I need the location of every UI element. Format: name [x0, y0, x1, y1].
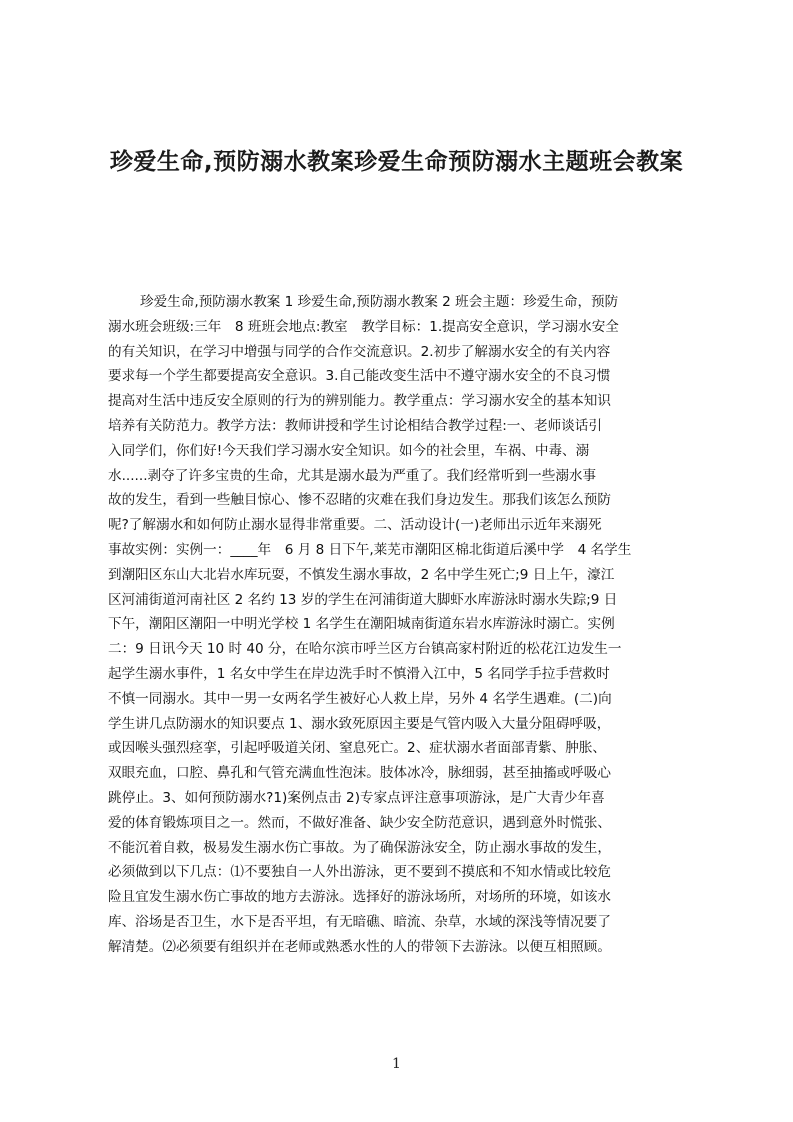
body-line: 事故实例：实例一：____年 6 月 8 日下午,莱芜市潮阳区棉北街道后溪中学 4 名学生: [108, 541, 632, 558]
body-line: 或因喉头强烈痉挛，引起呼吸道关闭、窒息死亡。2、症状溺水者面部青紫、肿胀、: [108, 740, 607, 757]
body-line: 不慎一同溺水。其中一男一女两名学生被好心人救上岸，另外 4 名学生遇难。(二)向: [108, 690, 612, 707]
body-line: 起学生溺水事件，1 名女中学生在岸边洗手时不慎滑入江中，5 名同学手拉手营救时: [108, 665, 610, 682]
body-line: 险且宜发生溺水伤亡事故的地方去游泳。选择好的游泳场所，对场所的环境，如该水: [108, 889, 611, 906]
body-line: 必须做到以下几点：⑴不要独自一人外出游泳，更不要到不摸底和不知水情或比较危: [108, 864, 611, 881]
body-line: 珍爱生命,预防溺水教案 1 珍爱生命,预防溺水教案 2 班会主题：珍爱生命，预防: [140, 294, 619, 310]
body-line: 提高对生活中违反安全原则的行为的辨别能力。教学重点：学习溺水安全的基本知识: [108, 393, 611, 410]
body-line: 跳停止。3、如何预防溺水?1)案例点击 2)专家点评注意事项游泳，是广大青少年喜: [108, 789, 605, 806]
body-line: 下午，潮阳区潮阳一中明光学校 1 名学生在潮阳城南街道东岩水库游泳时溺亡。实例: [108, 616, 615, 633]
document-body: [108, 290, 700, 960]
body-line: 到潮阳区东山大北岩水库玩耍，不慎发生溺水事故，2 名中学生死亡;9 日上午，濠江: [108, 566, 615, 583]
body-line: 要求每一个学生都要提高安全意识。3.自己能改变生活中不遵守溺水安全的不良习惯: [108, 368, 611, 385]
body-line: 呢?了解溺水和如何防止溺水显得非常重要。二、活动设计(一)老师出示近年来溺死: [108, 517, 602, 534]
body-line: 学生讲几点防溺水的知识要点 1、溺水致死原因主要是气管内吸入大量分阻碍呼吸，: [108, 715, 611, 732]
body-line: 入同学们，你们好!今天我们学习溺水安全知识。如今的社会里，车祸、中毒、溺: [108, 442, 590, 459]
body-line: 故的发生，看到一些触目惊心、惨不忍睹的灾难在我们身边发生。那我们该怎么预防: [108, 492, 611, 509]
body-line: 区河浦街道河南社区 2 名约 13 岁的学生在河浦街道大脚虾水库游泳时溺水失踪;9 日: [108, 591, 618, 608]
document-title: 珍爱生命,预防溺水教案珍爱生命预防溺水主题班会教案: [109, 149, 684, 175]
body-line: 不能沉着自救，极易发生溺水伤亡事故。为了确保游泳安全，防止溺水事故的发生，: [108, 839, 611, 856]
body-line: 水......剥夺了许多宝贵的生命，尤其是溺水最为严重了。我们经常听到一些溺水事: [108, 467, 597, 484]
body-line: 的有关知识，在学习中增强与同学的合作交流意识。2.初步了解溺水安全的有关内容: [108, 343, 611, 360]
body-line: 溺水班会班级:三年 8 班班会地点:教室 教学目标：1.提高安全意识，学习溺水安全: [108, 318, 619, 335]
body-line: 培养有关防范力。教学方法：教师讲授和学生讨论相结合教学过程:一、老师谈话引: [108, 417, 602, 434]
body-line: 二：9 日讯今天 10 时 40 分，在哈尔滨市呼兰区方台镇高家村附近的松花江边发生一: [108, 641, 622, 658]
body-line: 库、浴场是否卫生，水下是否平坦，有无暗礁、暗流、杂草，水域的深浅等情况要了: [108, 913, 611, 930]
page-number: 1: [392, 1056, 401, 1072]
body-line: 爱的体育锻炼项目之一。然而，不做好准备、缺少安全防范意识，遇到意外时慌张、: [108, 814, 611, 831]
body-line: 解清楚。⑵必须要有组织并在老师或熟悉水性的人的带领下去游泳。以便互相照顾。: [108, 938, 611, 955]
body-line: 双眼充血，口腔、鼻孔和气管充满血性泡沫。肢体冰冷，脉细弱，甚至抽搐或呼吸心: [108, 765, 611, 782]
